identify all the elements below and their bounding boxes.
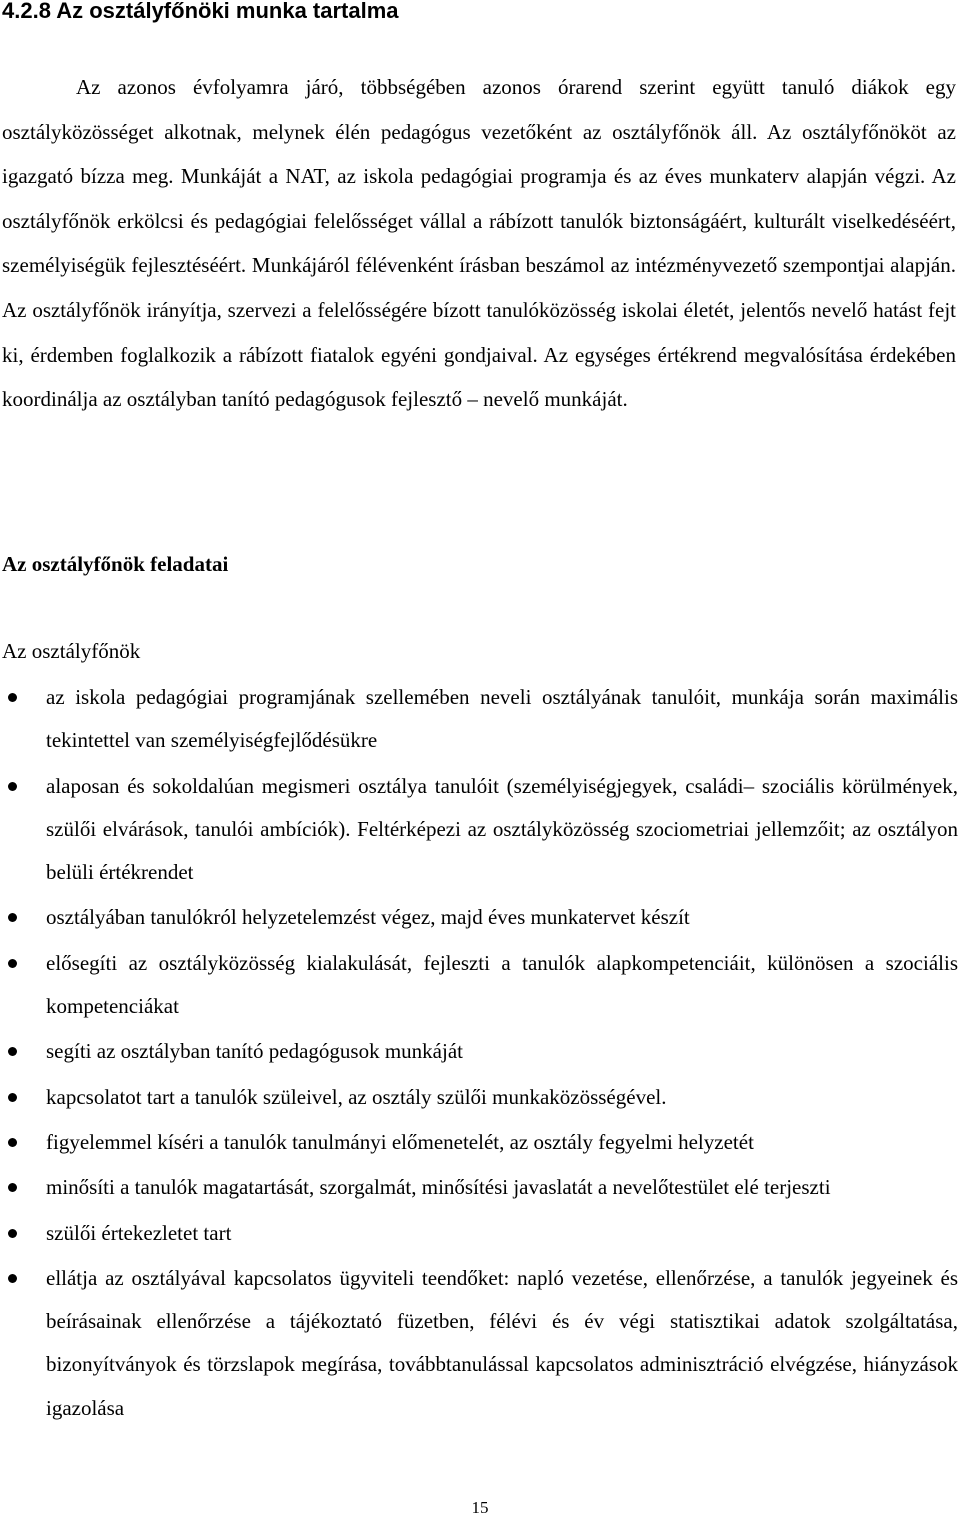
list-item	[0, 896, 958, 939]
tasks-lead: Az osztályfőnök	[2, 639, 141, 663]
list-item	[0, 1030, 958, 1073]
list-item	[0, 942, 958, 1029]
bullet-icon	[8, 1047, 17, 1056]
page-number: 15	[471, 1498, 489, 1517]
bullet-icon	[8, 1138, 17, 1147]
bullet-icon	[8, 693, 17, 702]
list-item	[0, 1257, 958, 1430]
list-item	[0, 765, 958, 895]
list-item-text: elősegíti az osztályközösség kialakulását, fejleszti a tanulók alapkompetenciáit, különösen a szociális kompetenciákat	[46, 950, 958, 1019]
bullet-icon	[8, 1229, 17, 1238]
bullet-icon	[8, 782, 17, 791]
bullet-icon	[8, 1093, 17, 1102]
list-item-text: segíti az osztályban tanító pedagógusok munkáját	[46, 1039, 463, 1064]
bullet-icon	[8, 959, 17, 968]
list-item-text: kapcsolatot tart a tanulók szüleivel, az osztály szülői munkaközösségével.	[46, 1084, 667, 1109]
list-item	[0, 1121, 958, 1164]
tasks-subheading: Az osztályfőnök feladatai	[2, 552, 229, 576]
list-item-text: az iskola pedagógiai programjának szellemében neveli osztályának tanulóit, munkája során maximális tekintettel van személyiségfejlődésükre	[46, 685, 958, 753]
list-item	[0, 676, 958, 763]
list-item-text: ellátja az osztályával kapcsolatos ügyviteli teendőket: napló vezetése, ellenőrzése, a tanulók jegyeinek és beírásainak ellenőrzése a tájékoztató füzetben, félévi és év végi statisztikai adatok szolgáltatása, bizonyítványok és törzslapok megírása, továbbtanulással kapcsolatos adminisztráció elvégzése, hiányzások igazolása	[46, 1265, 958, 1420]
bullet-icon	[8, 1274, 17, 1283]
bullet-icon	[8, 1183, 17, 1192]
list-item-text: minősíti a tanulók magatartását, szorgalmát, minősítési javaslatát a nevelőtestület elé terjeszti	[46, 1175, 831, 1200]
list-item	[0, 1212, 958, 1255]
list-item-text: osztályában tanulókról helyzetelemzést végez, majd éves munkatervet készít	[46, 905, 690, 930]
list-item	[0, 1166, 958, 1209]
tasks-list	[0, 676, 958, 1432]
list-item	[0, 1076, 958, 1119]
list-item-text: figyelemmel kíséri a tanulók tanulmányi előmenetelét, az osztály fegyelmi helyzetét	[46, 1129, 754, 1154]
list-item-text: alaposan és sokoldalúan megismeri osztálya tanulóit (személyiségjegyek, családi– szociális körülmények, szülői elvárások, tanulói ambíciók). Feltérképezi az osztályközösség szociometriai jellemzőit; az osztályon belüli értékrendet	[46, 773, 958, 885]
intro-paragraph: Az azonos évfolyamra járó, többségében azonos órarend szerint együtt tanuló diákok egy osztályközösséget alkotnak, melynek élén pedagógus vezetőként az osztályfőnök áll. Az osztályfőnököt az igazgató bízza meg. Munkáját a NAT, az iskola pedagógiai programja és az éves munkaterv alapján végzi. Az osztályfőnök erkölcsi és pedagógiai felelősséget vállal a rábízott tanulók biztonságáért, kulturált viselkedéséért, személyiségük fejlesztéséért. Munkájáról félévenként írásban beszámol az intézményvezető szempontjai alapján. Az osztályfőnök irányítja, szervezi a felelősségére bízott tanulóközösség iskolai életét, jelentős nevelő hatást fejt ki, érdemben foglalkozik a rábízott fiatalok egyéni gondjaival. Az egységes értékrend megvalósítása érdekében koordinálja az osztályban tanító pedagógusok fejlesztő – nevelő munkáját.	[2, 75, 956, 412]
list-item-text: szülői értekezletet tart	[46, 1220, 232, 1245]
section-heading: 4.2.8 Az osztályfőnöki munka tartalma	[2, 0, 399, 23]
bullet-icon	[8, 913, 17, 922]
